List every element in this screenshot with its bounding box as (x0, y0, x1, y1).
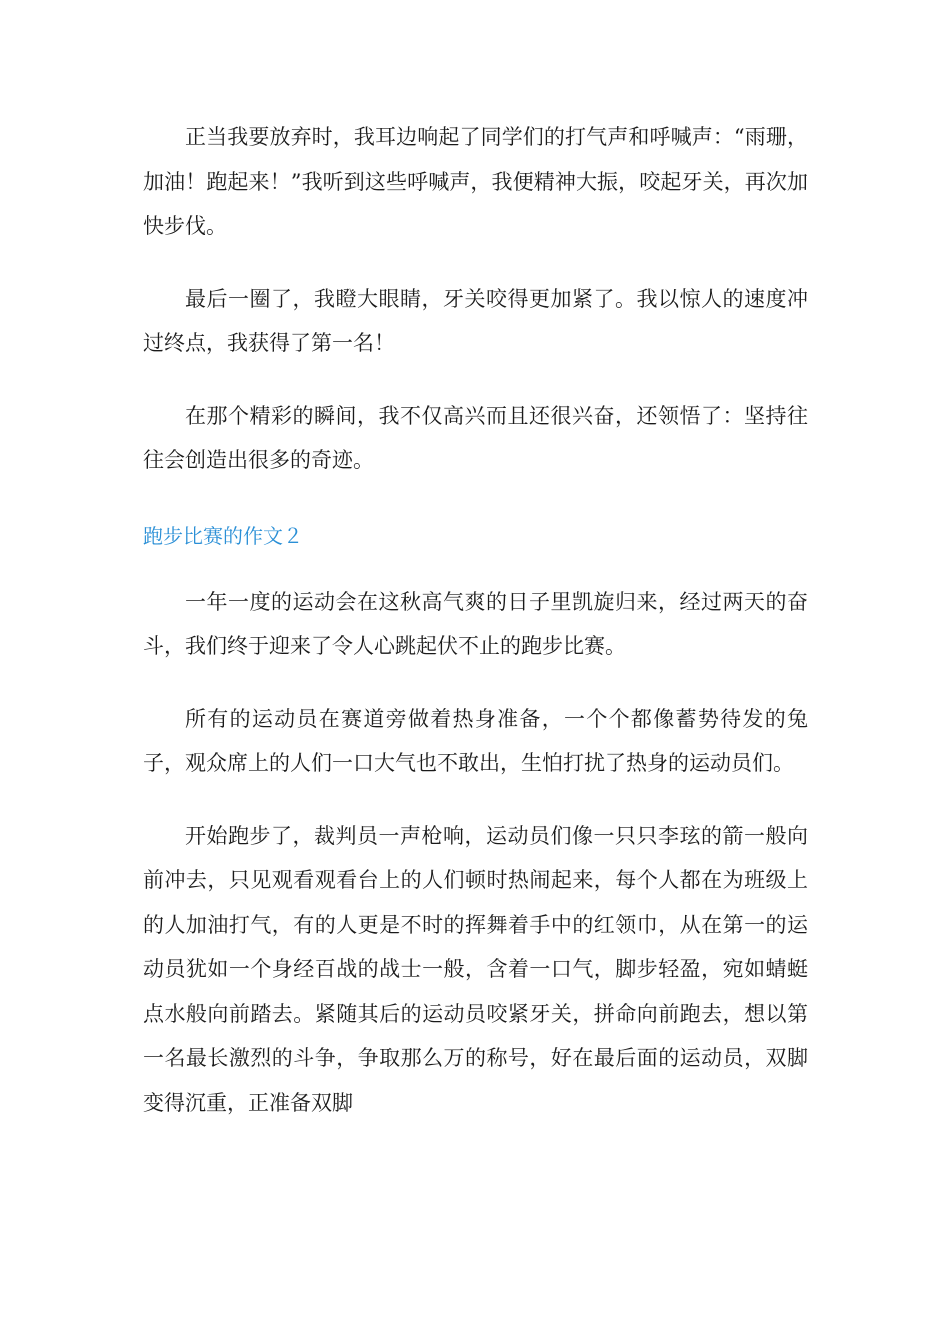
document-page (143, 115, 808, 1125)
section-heading: 跑步比赛的作文２ (143, 523, 303, 548)
paragraph: 正当我要放弃时，我耳边响起了同学们的打气声和呼喊声：“雨珊，加油！跑起来！”我听到这些呼喊声，我便精神大振，咬起牙关，再次加快步伐。 (143, 125, 808, 238)
paragraph: 所有的运动员在赛道旁做着热身准备，一个个都像蓄势待发的兔子，观众席上的人们一口大气也不敢出，生怕打扰了热身的运动员们。 (143, 706, 808, 775)
paragraph: 最后一圈了，我瞪大眼睛，牙关咬得更加紧了。我以惊人的速度冲过终点，我获得了第一名！ (143, 286, 808, 355)
paragraph: 开始跑步了，裁判员一声枪响，运动员们像一只只李玹的箭一般向前冲去，只见观看观看台上的人们顿时热闹起来，每个人都在为班级上的人加油打气，有的人更是不时的挥舞着手中的红领巾，从在第一的运动员犹如一个身经百战的战士一般，含着一口气，脚步轻盈，宛如蜻蜓点水般向前踏去。紧随其后的运动员咬紧牙关，拼命向前跑去，想以第一名最长激烈的斗争，争取那么万的称号，好在最后面的运动员，双脚变得沉重，正准备双脚 (143, 823, 808, 1115)
paragraph: 一年一度的运动会在这秋高气爽的日子里凯旋归来，经过两天的奋斗，我们终于迎来了令人心跳起伏不止的跑步比赛。 (143, 589, 808, 658)
paragraph: 在那个精彩的瞬间，我不仅高兴而且还很兴奋，还领悟了：坚持往往会创造出很多的奇迹。 (143, 403, 808, 472)
